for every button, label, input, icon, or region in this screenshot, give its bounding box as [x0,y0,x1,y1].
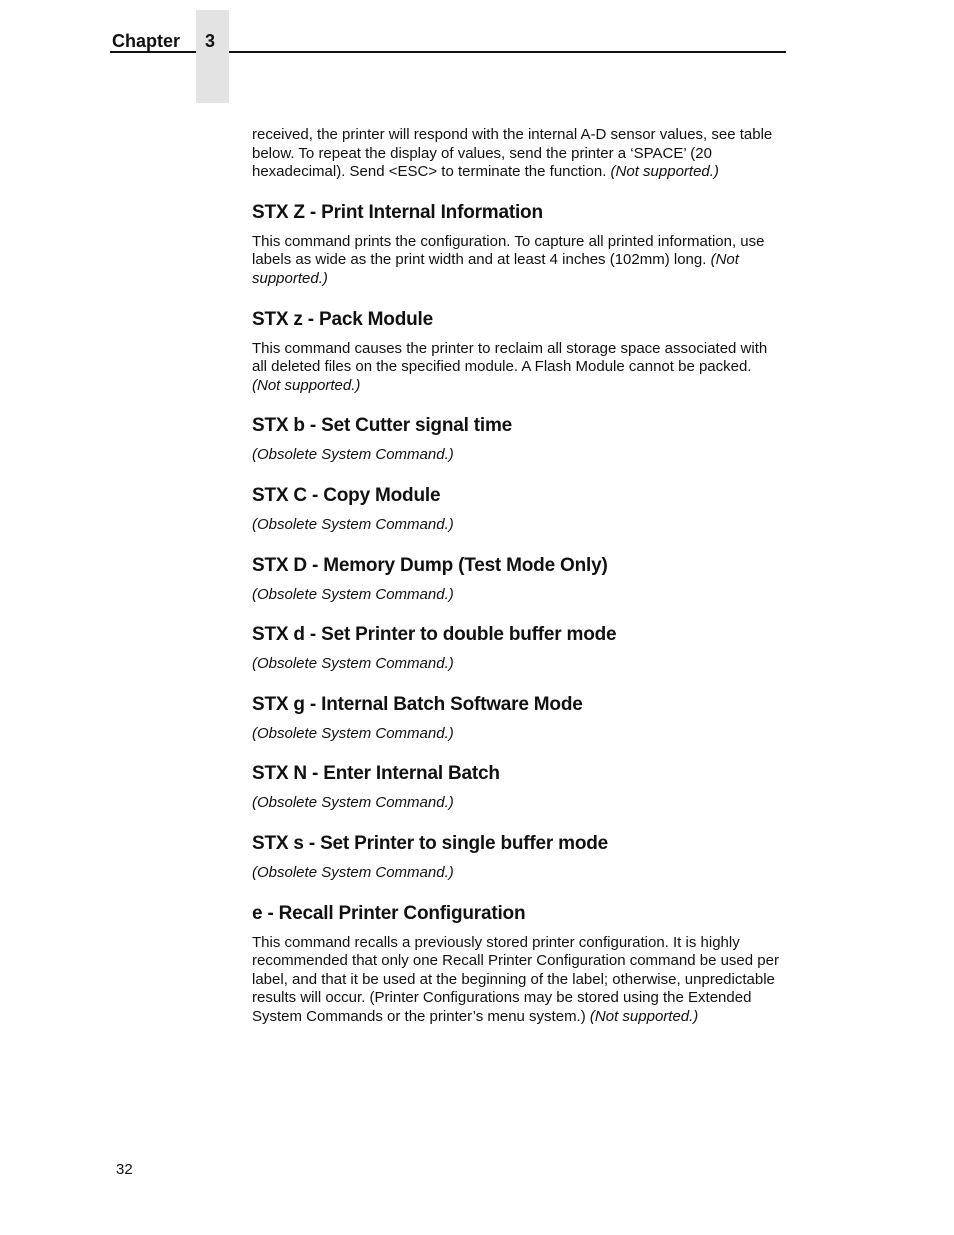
section-stx-C [252,485,786,535]
section-heading: e - Recall Printer Configuration [252,902,526,924]
section-stx-z [252,309,786,396]
section-text: This command recalls a previously stored printer configuration. It is highly recommended that only one Recall Printer Configuration command be used per label, and that it be used at the beginning of the label; otherwise, unpredictable results will occur. (Printer Configurations may be stored using the Extended System Commands or the printer’s menu system.) [252,933,779,1025]
section-stx-d [252,624,786,674]
section-note: (Not supported.) [589,1007,699,1025]
section-e-recall [252,903,786,1027]
section-heading: STX C - Copy Module [252,484,441,506]
section-heading: STX s - Set Printer to single buffer mode [252,832,609,854]
section-heading: STX N - Enter Internal Batch [252,763,500,785]
section-heading: STX Z - Print Internal Information [252,201,543,223]
page-body [252,126,786,1026]
section-paragraph [252,340,786,396]
section-paragraph [252,233,786,289]
section-heading: STX z - Pack Module [252,308,433,330]
section-note: (Obsolete System Command.) [252,585,454,603]
header-rule-left [110,51,196,53]
chapter-tab [196,10,229,103]
section-note: (Obsolete System Command.) [252,863,454,881]
section-heading: STX d - Set Printer to double buffer mode [252,624,617,646]
section-note: (Not supported.) [252,376,361,394]
page-number: 32 [116,1161,133,1178]
header-rule-right [229,51,786,53]
chapter-number: 3 [205,31,216,51]
section-heading: STX D - Memory Dump (Test Mode Only) [252,554,608,576]
section-note: (Obsolete System Command.) [252,515,454,533]
section-stx-Z [252,202,786,289]
section-heading: STX g - Internal Batch Software Mode [252,693,583,715]
section-text: This command causes the printer to reclaim all storage space associated with all deleted files on the specified module. A Flash Module cannot be packed. [252,339,768,376]
section-stx-N [252,763,786,813]
section-note: (Obsolete System Command.) [252,794,454,812]
section-note: (Obsolete System Command.) [252,446,454,464]
section-heading: STX b - Set Cutter signal time [252,415,513,437]
section-stx-b [252,415,786,465]
section-stx-s [252,833,786,883]
section-note: (Obsolete System Command.) [252,724,454,742]
section-stx-D [252,555,786,605]
section-note: (Obsolete System Command.) [252,655,454,673]
intro-text: received, the printer will respond with the internal A-D sensor values, see table below. To repeat the display of values, send the printer a ‘SPACE’ (20 hexadecimal). Send <ESC> to terminate the function. [252,126,773,181]
intro-note: (Not supported.) [610,163,719,181]
section-paragraph [252,934,786,1027]
chapter-label: Chapter [112,31,181,51]
intro-paragraph [252,126,786,182]
section-text: This command prints the configuration. To capture all printed information, use labels as wide as the print width and at least 4 inches (102mm) long. [252,232,765,269]
section-stx-g [252,694,786,744]
section-note: (Not supported.) [252,251,739,287]
